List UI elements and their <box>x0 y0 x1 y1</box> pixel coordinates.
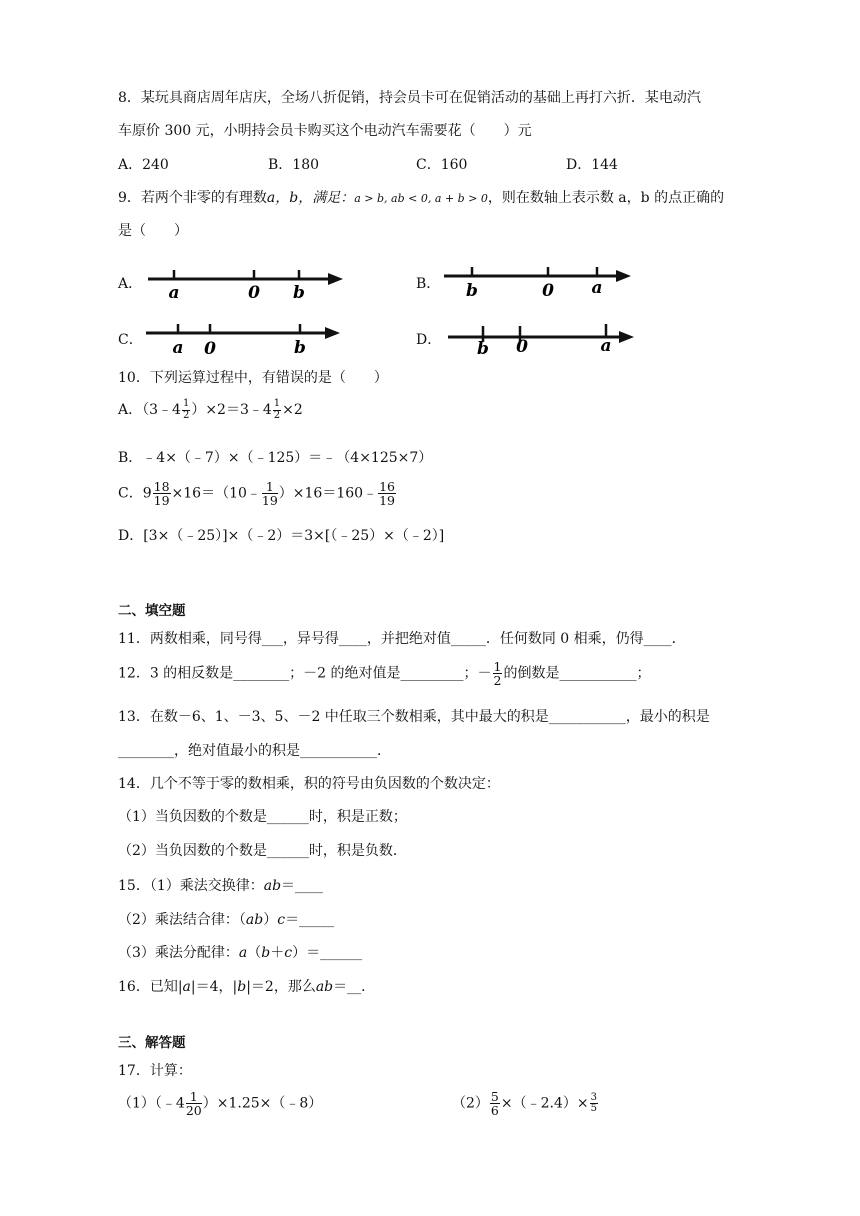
point-label: 0 <box>204 339 216 359</box>
q10-option-d[interactable]: D．[3×（﹣25）]×（﹣2）＝3×[（﹣25）×（﹣2）] <box>118 528 445 544</box>
q9-number-line-c[interactable] <box>140 318 350 360</box>
arrow-icon <box>619 331 634 343</box>
q15-sub3: （3）乘法分配律：a（b＋c）＝______ <box>118 945 363 961</box>
q15-sub2: （2）乘法结合律：（ab）c＝_____ <box>118 912 335 928</box>
q8-option-c[interactable]: C．160 <box>416 157 468 173</box>
q9-line1 <box>118 187 724 207</box>
point-label: 0 <box>516 337 528 357</box>
q8-line2: 车原价 300 元，小明持会员卡购买这个电动汽车需要花（ ）元 <box>118 123 532 139</box>
q8-line1: 8．某玩具商店周年店庆，全场八折促销，持会员卡可在促销活动的基础上再打六折．某电动汽 <box>118 90 701 106</box>
point-label: b <box>294 338 306 358</box>
arrow-icon <box>616 270 631 282</box>
q9-suffix: ，则在数轴上表示数 a，b 的点正确的 <box>487 190 725 206</box>
q17-part1: （1）（﹣4 $\frac{1}{20}$ ）×1.25×（﹣8） <box>118 1089 323 1119</box>
q9-vars: a，b，满足： <box>266 190 355 206</box>
point-label: 0 <box>542 281 554 300</box>
q17-part2: （2） $\frac{5}{6}$ ×（﹣2.4）× $\frac{3}{5}$ <box>452 1089 597 1119</box>
q8-option-a[interactable]: A．240 <box>118 157 169 173</box>
q9-option-d-label[interactable]: D． <box>416 332 442 348</box>
q10-option-a[interactable]: A．（3﹣4 $\frac{1}{2}$ ）×2＝3﹣4 $\frac{1}{2}$ ×2 <box>118 398 303 421</box>
point-label: b <box>477 339 489 359</box>
point-label: a <box>600 336 612 356</box>
point-label: a <box>591 278 603 298</box>
q12: 12．3 的相反数是________；－2 的绝对值是_________；－ $\frac{1}{2}$ 的倒数是___________； <box>118 659 651 689</box>
section-title-fill-in: 二、填空题 <box>118 603 186 619</box>
point-label: 0 <box>248 283 260 302</box>
arrow-icon <box>328 273 343 285</box>
q16: 16．已知|a|＝4，|b|＝2，那么ab＝__． <box>118 979 376 995</box>
q9-number-line-a[interactable] <box>140 262 350 302</box>
point-label: b <box>466 281 478 300</box>
q13-line2: ________，绝对值最小的积是___________． <box>118 743 391 759</box>
q9-line2: 是（ ） <box>118 223 188 239</box>
point-label: a <box>168 283 180 302</box>
q9-condition: a > b, ab < 0, a + b > 0 <box>354 192 488 205</box>
q14-stem: 14．几个不等于零的数相乘，积的符号由负因数的个数决定： <box>118 776 500 792</box>
q10-option-c[interactable]: C．9 $\frac{18}{19}$ ×16＝（10﹣ $\frac{1}{19}$ ）×16＝160﹣ $\frac{16}{19}$ <box>118 479 395 509</box>
point-label: a <box>172 338 184 358</box>
q9-number-line-b[interactable] <box>438 260 638 300</box>
q9-number-line-d[interactable] <box>440 318 640 360</box>
q9-option-a-label[interactable]: A． <box>118 276 143 292</box>
q9-option-b-label[interactable]: B． <box>416 276 441 292</box>
q14-sub2: （2）当负因数的个数是______时，积是负数． <box>118 843 407 859</box>
arrow-icon <box>325 327 340 339</box>
q17-stem: 17．计算： <box>118 1063 192 1079</box>
q10-stem: 10．下列运算过程中，有错误的是（ ） <box>118 370 388 386</box>
q8-option-d[interactable]: D．144 <box>566 157 618 173</box>
q11: 11．两数相乘，同号得___，异号得____，并把绝对值_____．任何数同 0 相乘，仍得____． <box>118 631 686 647</box>
section-title-solve: 三、解答题 <box>118 1035 186 1051</box>
q9-option-c-label[interactable]: C． <box>118 332 143 348</box>
q10-option-b[interactable]: B．﹣4×（﹣7）×（﹣125）＝﹣（4×125×7） <box>118 450 433 466</box>
q9-prefix: 9．若两个非零的有理数 <box>118 190 267 206</box>
q13-line1: 13．在数－6、1、－3、5、－2 中任取三个数相乘，其中最大的积是___________，最小的积是 <box>118 709 710 725</box>
point-label: b <box>293 283 305 302</box>
q15-sub1: 15．（1）乘法交换律：ab＝____ <box>118 878 324 894</box>
q14-sub1: （1）当负因数的个数是______时，积是正数； <box>118 809 407 825</box>
q8-option-b[interactable]: B．180 <box>268 157 320 173</box>
